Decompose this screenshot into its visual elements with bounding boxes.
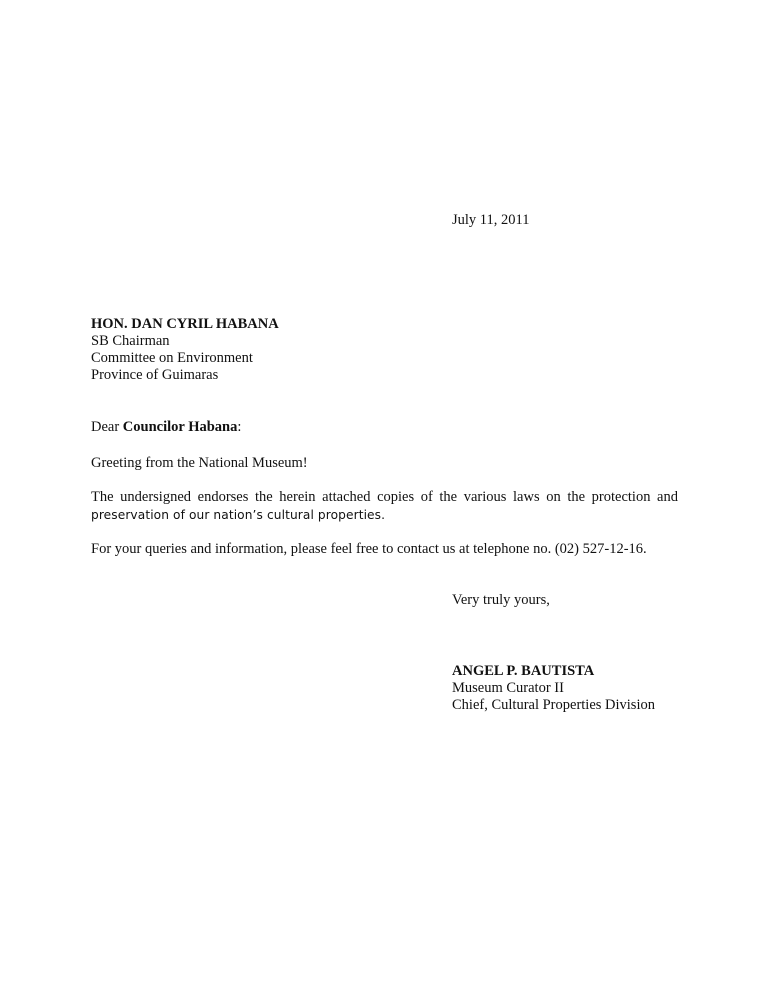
salutation: [91, 419, 241, 436]
salutation-suffix: :: [237, 419, 242, 435]
greeting-line: Greeting from the National Museum!: [91, 455, 308, 471]
letter-date: July 11, 2011: [452, 212, 530, 228]
signatory-name: ANGEL P. BAUTISTA: [452, 663, 595, 679]
salutation-prefix: Dear: [91, 419, 123, 435]
body-paragraph-1-line-1: The undersigned endorses the herein attached copies of the various laws on the protection and: [91, 489, 678, 505]
recipient-committee: Committee on Environment: [91, 350, 253, 366]
signatory-title: Museum Curator II: [452, 680, 564, 696]
recipient-title: SB Chairman: [91, 333, 170, 349]
recipient-province: Province of Guimaras: [91, 367, 219, 383]
body-paragraph-2: For your queries and information, please feel free to contact us at telephone no. (02) 527-12-16.: [91, 541, 647, 557]
body-paragraph-1-line-2: preservation of our nation’s cultural properties.: [91, 508, 386, 522]
recipient-name: HON. DAN CYRIL HABANA: [91, 316, 279, 332]
signatory-division: Chief, Cultural Properties Division: [452, 697, 655, 713]
salutation-name: Councilor Habana: [122, 419, 238, 435]
closing: Very truly yours,: [452, 592, 550, 608]
